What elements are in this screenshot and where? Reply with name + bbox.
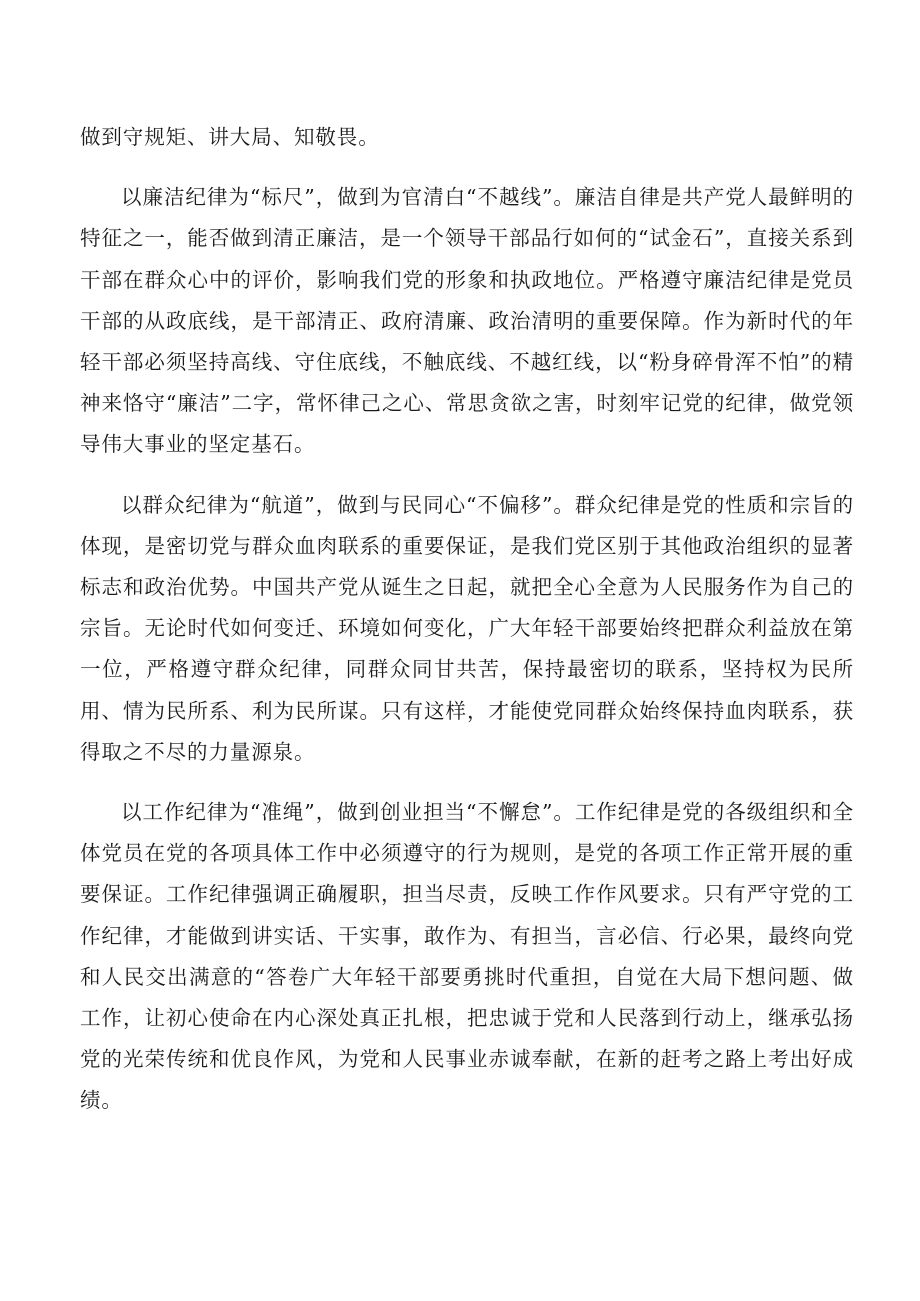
paragraph-continuation: 做到守规矩、讲大局、知敬畏。 [80, 125, 380, 149]
paragraph-mass-discipline: 以群众纪律为“航道”，做到与民同心“不偏移”。群众纪律是党的性质和宗旨的体现，是密切党与群众血肉联系的重要保证，是我们党区别于其他政治组织的显著标志和政治优势。中国共产党从诞生之日起，就把全心全意为人民服务作为自己的宗旨。无论时代如何变迁、环境如何变化，广大年轻干部要始终把群众利益放在第一位，严格遵守群众纪律，同群众同甘共苦，保持最密切的联系，坚持权为民所用、情为民所系、利为民所谋。只有这样，才能使党同群众始终保持血肉联系，获得取之不尽的力量源泉。 [80, 492, 854, 764]
paragraph-integrity-discipline: 以廉洁纪律为“标尺”，做到为官清白“不越线”。廉洁自律是共产党人最鲜明的特征之一，能否做到清正廉洁，是一个领导干部品行如何的“试金石”，直接关系到干部在群众心中的评价，影响我们党的形象和执政地位。严格遵守廉洁纪律是党员干部的从政底线，是干部清正、政府清廉、政治清明的重要保障。作为新时代的年轻干部必须坚持高线、守住底线，不触底线、不越红线，以“粉身碎骨浑不怕”的精神来恪守“廉洁”二字，常怀律己之心、常思贪欲之害，时刻牢记党的纪律，做党领导伟大事业的坚定基石。 [80, 185, 854, 457]
paragraph-work-discipline: 以工作纪律为“准绳”，做到创业担当“不懈怠”。工作纪律是党的各级组织和全体党员在党的各项具体工作中必须遵守的行为规则，是党的各项工作正常开展的重要保证。工作纪律强调正确履职，担当尽责，反映工作作风要求。只有严守党的工作纪律，才能做到讲实话、干实事，敢作为、有担当，言必信、行必果，最终向党和人民交出满意的“答卷广大年轻干部要勇挑时代重担，自觉在大局下想问题、做工作，让初心使命在内心深处真正扎根，把忠诚于党和人民落到行动上，继承弘扬党的光荣传统和优良作风，为党和人民事业赤诚奉献，在新的赶考之路上考出好成绩。 [80, 800, 854, 1113]
document-body [80, 117, 854, 1122]
